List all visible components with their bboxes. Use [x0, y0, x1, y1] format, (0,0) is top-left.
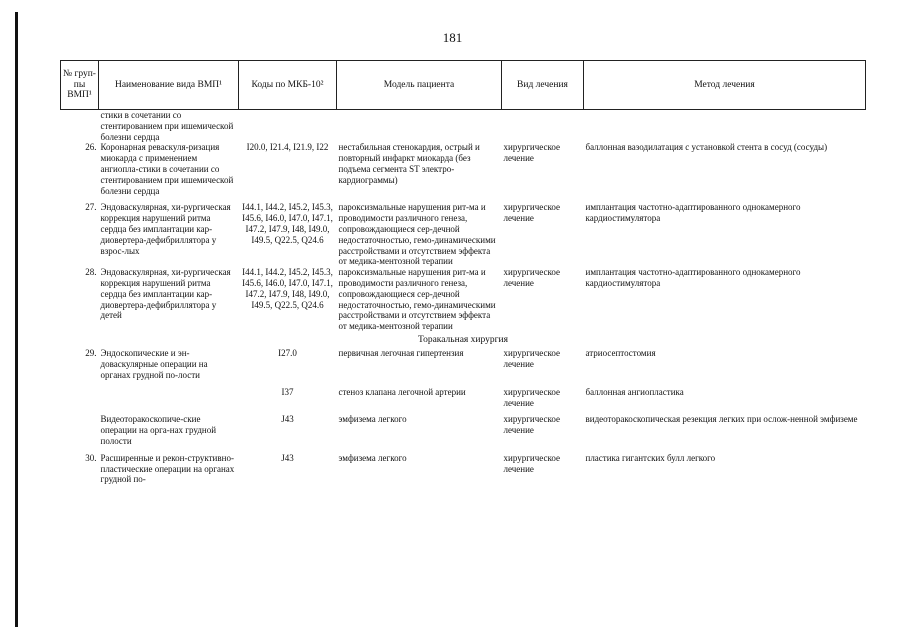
cell-method: имплантация частотно-адаптированного однокамерного кардиостимулятора	[585, 202, 801, 224]
cell-method: видеоторакоскопическая резекция легких при ослож-ненной эмфиземе	[585, 414, 858, 425]
page-margin-bar	[15, 12, 18, 627]
cell-name: стики в сочетании со стентированием при ишемической болезни сердца	[100, 110, 234, 142]
header-icd-codes: Коды по МКБ-10²	[239, 61, 337, 110]
cell-group-number: 30.	[85, 452, 97, 463]
cell-type: хирургическое лечение	[503, 142, 560, 164]
cell-model: пароксизмальные нарушения рит-ма и проводимости различного генеза, сопровождающиеся сер-дечной недостаточностью, гемо-динамическими расстройствами и отсутствием эффекта от медика-ментозной терапии	[338, 202, 496, 267]
cell-model: эмфизема легкого	[338, 414, 407, 425]
section-title: Торакальная хирургия	[417, 334, 508, 345]
cell-type: хирургическое лечение	[503, 202, 560, 224]
header-treatment-method: Метод лечения	[584, 61, 866, 110]
cell-name: Видеоторакоскопиче-ские операции на орга-нах грудной полости	[100, 414, 217, 446]
table-row	[61, 348, 866, 380]
header-group-number: № груп-пы ВМП¹	[61, 61, 99, 110]
cell-group-number	[61, 414, 99, 446]
header-vmp-name: Наименование вида ВМП¹	[99, 61, 239, 110]
table-row	[61, 453, 866, 485]
cell-method: баллонная ангиопластика	[585, 386, 684, 397]
section-row	[61, 332, 866, 348]
cell-type: хирургическое лечение	[503, 452, 560, 474]
cell-model: первичная легочная гипертензия	[338, 348, 464, 359]
cell-type: хирургическое лечение	[503, 348, 560, 370]
cell-codes: I20.0, I21.4, I21.9, I22	[246, 142, 329, 153]
table-row	[61, 142, 866, 196]
cell-method: пластика гигантских булл легкого	[585, 452, 716, 463]
cell-method: баллонная вазодилатация с установкой стента в сосуд (сосуды)	[585, 142, 828, 153]
cell-model: нестабильная стенокардия, острый и повторный инфаркт миокарда (без подъема сегмента ST электро-кардиограммы)	[338, 142, 480, 185]
cell-method: имплантация частотно-адаптированного однокамерного кардиостимулятора	[585, 267, 801, 288]
cell-name: Расширенные и рекон-структивно-пластические операции на органах грудной по-	[100, 452, 235, 485]
cell-codes: I44.1, I44.2, I45.2, I45.3, I45.6, I46.0, I47.0, I47.1, I47.2, I47.9, I48, I49.0, I49.5, Q22.5, Q24.6	[242, 267, 333, 310]
cell-name	[99, 387, 239, 409]
table-row	[61, 387, 866, 409]
cell-type: хирургическое лечение	[503, 414, 560, 436]
cell-name: Коронарная реваскуля-ризация миокарда с применением ангиопла-стики в сочетании со стентированием при ишемической болезни сердца	[100, 142, 234, 196]
header-treatment-type: Вид лечения	[502, 61, 584, 110]
table-row	[61, 110, 866, 143]
cell-group-number: 27.	[85, 202, 97, 213]
cell-group-number: 28.	[85, 267, 97, 278]
table-row	[61, 202, 866, 267]
page-number: 181	[442, 30, 463, 45]
table-row	[61, 267, 866, 332]
cell-method: атриосептостомия	[585, 348, 656, 359]
cell-model: стеноз клапана легочной артерии	[338, 386, 466, 397]
cell-codes: I27.0	[278, 348, 297, 359]
cell-type: хирургическое лечение	[503, 386, 560, 408]
cell-codes: I44.1, I44.2, I45.2, I45.3, I45.6, I46.0, I47.0, I47.1, I47.2, I47.9, I48, I49.0, I49.5, Q22.5, Q24.6	[242, 202, 333, 245]
cell-model: эмфизема легкого	[338, 452, 407, 463]
cell-group-number: 26.	[85, 142, 97, 153]
cell-name: Эндоскопические и эн-доваскулярные операции на органах грудной по-лости	[100, 348, 208, 380]
cell-type: хирургическое лечение	[503, 267, 560, 288]
cell-codes: J43	[281, 414, 294, 425]
cell-name: Эндоваскулярная, хи-рургическая коррекция нарушений ритма сердца без имплантации кар-диовертера-дефибриллятора у детей	[100, 267, 231, 321]
table-header-row	[61, 61, 866, 110]
vmp-table	[60, 60, 866, 485]
cell-name: Эндоваскулярная, хи-рургическая коррекция нарушений ритма сердца без имплантации кар-диовертера-дефибриллятора у взрос-лых	[100, 202, 231, 256]
cell-codes: J43	[281, 452, 294, 463]
cell-model: пароксизмальные нарушения рит-ма и проводимости различного генеза, сопровождающиеся сер-дечной недостаточностью, гемо-динамическими расстройствами и отсутствием эффекта от медика-ментозной терапии	[338, 267, 496, 332]
header-patient-model: Модель пациента	[337, 61, 502, 110]
table-row	[61, 414, 866, 446]
cell-codes: I37	[281, 386, 294, 397]
cell-group-number: 29.	[85, 348, 97, 359]
cell-group-number	[61, 387, 99, 409]
